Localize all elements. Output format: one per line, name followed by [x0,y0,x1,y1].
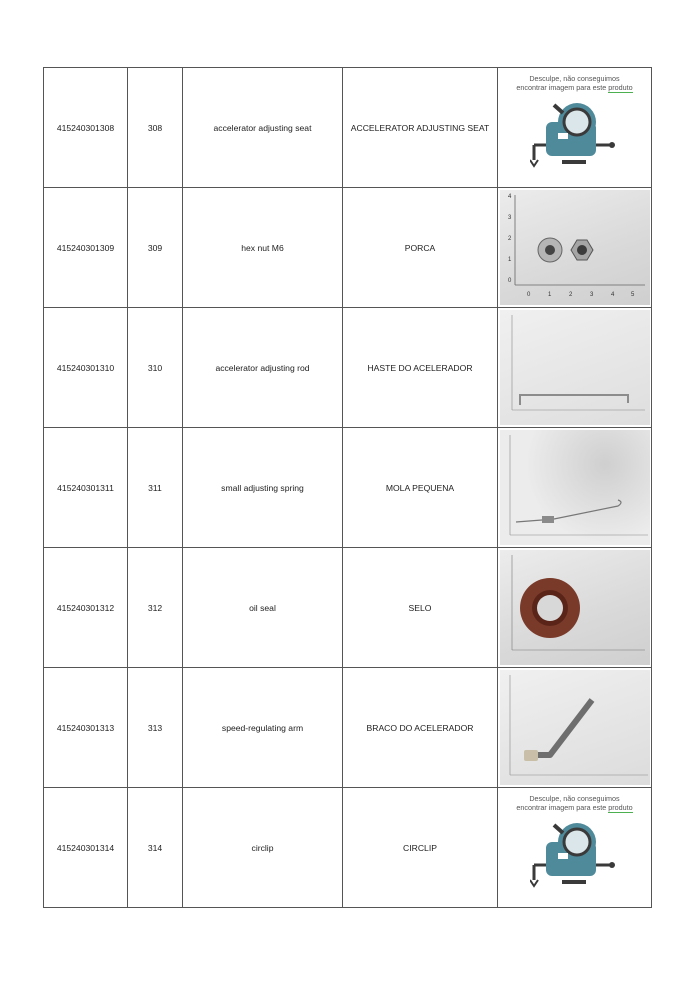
oil-seal-photo [500,550,650,665]
svg-text:2: 2 [507,236,511,242]
part-name-en: speed-regulating arm [183,668,343,788]
part-number: 313 [128,668,183,788]
part-name-pt: PORCA [343,188,498,308]
magnifier-robot-icon [530,100,620,175]
part-image-cell [498,308,652,428]
svg-text:4: 4 [507,194,511,200]
part-image-cell [498,788,652,908]
svg-text:1: 1 [547,292,551,298]
table-row [44,68,652,188]
svg-text:2: 2 [568,292,572,298]
part-code: 415240301310 [44,308,128,428]
magnifier-robot-icon [530,820,620,895]
part-number: 310 [128,308,183,428]
table-row [44,428,652,548]
svg-text:3: 3 [589,292,593,298]
hex-nut-photo [500,190,650,305]
part-name-pt: ACCELERATOR ADJUSTING SEAT [343,68,498,188]
rod-photo [500,310,650,425]
parts-table [43,67,652,908]
table-row [44,308,652,428]
svg-text:0: 0 [507,278,511,284]
part-name-en: circlip [183,788,343,908]
part-number: 308 [128,68,183,188]
svg-text:3: 3 [507,215,511,221]
part-code: 415240301309 [44,188,128,308]
part-number: 312 [128,548,183,668]
table-row [44,788,652,908]
part-number: 314 [128,788,183,908]
arm-photo [500,670,650,785]
part-image-cell [498,668,652,788]
part-image-cell [498,428,652,548]
svg-text:1: 1 [507,257,511,263]
placeholder-message: Desculpe, não conseguimos encontrar imagem para este produto [516,794,633,812]
part-code: 415240301313 [44,668,128,788]
image-placeholder [500,790,650,905]
part-image-cell [498,188,652,308]
part-name-en: hex nut M6 [183,188,343,308]
spring-photo [500,430,650,545]
part-name-en: small adjusting spring [183,428,343,548]
part-name-pt: HASTE DO ACELERADOR [343,308,498,428]
table-row [44,668,652,788]
part-name-pt: MOLA PEQUENA [343,428,498,548]
svg-text:5: 5 [630,292,634,298]
placeholder-message: Desculpe, não conseguimos encontrar imagem para este produto [516,74,633,92]
part-image-cell [498,548,652,668]
part-number: 309 [128,188,183,308]
part-code: 415240301311 [44,428,128,548]
svg-text:0: 0 [526,292,530,298]
part-code: 415240301312 [44,548,128,668]
table-row [44,188,652,308]
part-name-en: accelerator adjusting rod [183,308,343,428]
part-name-pt: BRACO DO ACELERADOR [343,668,498,788]
part-code: 415240301308 [44,68,128,188]
part-name-en: oil seal [183,548,343,668]
part-name-en: accelerator adjusting seat [183,68,343,188]
part-name-pt: SELO [343,548,498,668]
part-name-pt: CIRCLIP [343,788,498,908]
part-code: 415240301314 [44,788,128,908]
table-row [44,548,652,668]
part-image-cell [498,68,652,188]
part-number: 311 [128,428,183,548]
image-placeholder [500,70,650,185]
svg-text:4: 4 [610,292,614,298]
